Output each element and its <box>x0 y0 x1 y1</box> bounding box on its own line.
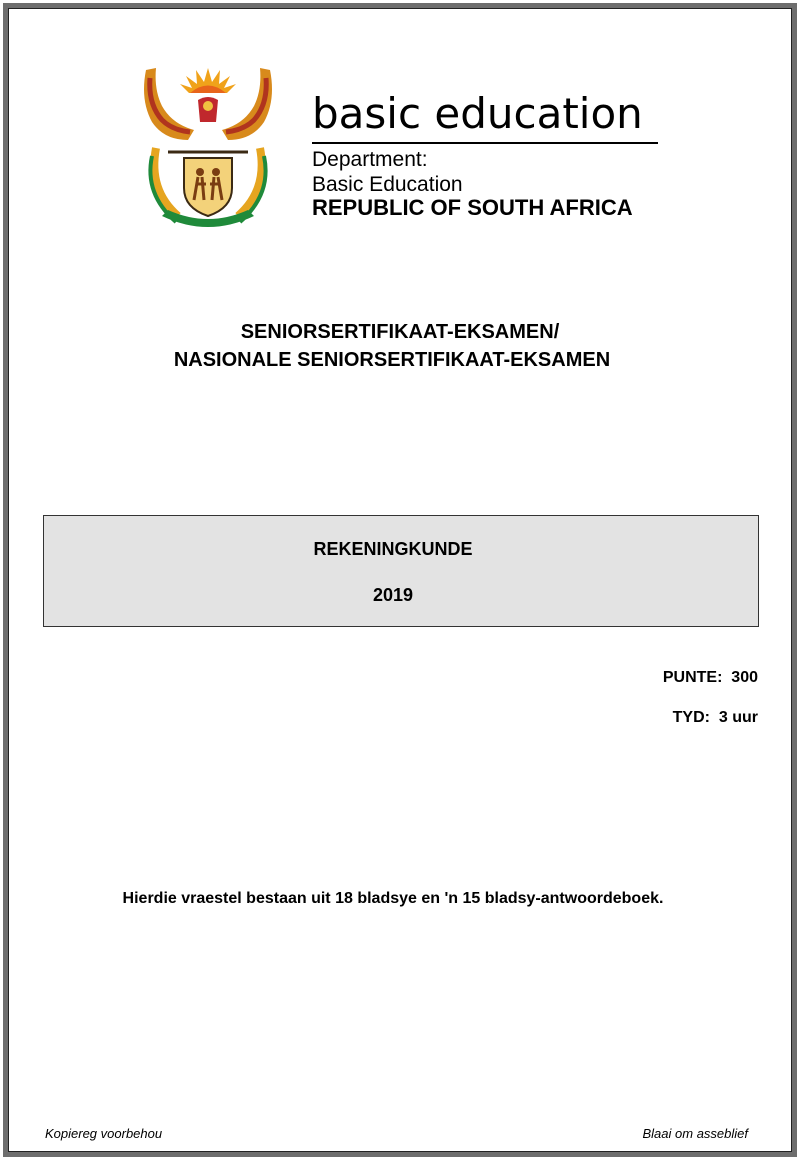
subject-year: 2019 <box>372 585 414 605</box>
footer-turn-over: Blaai om asseblief <box>642 1126 748 1141</box>
brand-underline <box>312 142 658 144</box>
coat-of-arms-logo <box>138 60 278 238</box>
department-name: Basic Education <box>312 173 463 196</box>
subject-name: REKENINGKUNDE <box>313 539 473 559</box>
shield-icon <box>184 158 232 216</box>
subject-box <box>43 515 759 627</box>
country-name: REPUBLIC OF SOUTH AFRICA <box>312 195 633 220</box>
department-logo-text <box>312 89 672 220</box>
page-count-notice: Hierdie vraestel bestaan uit 18 bladsye en 'n 15 bladsy-antwoordeboek. <box>122 890 664 907</box>
exam-title-line1: SENIORSERTIFIKAAT-EKSAMEN/ <box>240 321 560 343</box>
marks-label: PUNTE: 300 <box>662 669 758 686</box>
footer-copyright: Kopiereg voorbehou <box>45 1126 163 1141</box>
sun-icon <box>180 68 236 93</box>
department-label: Department: <box>312 148 428 171</box>
brand-title: basic education <box>312 89 643 138</box>
exam-title-line2: NASIONALE SENIORSERTIFIKAAT-EKSAMEN <box>173 349 611 371</box>
time-label: TYD: 3 uur <box>672 709 758 726</box>
